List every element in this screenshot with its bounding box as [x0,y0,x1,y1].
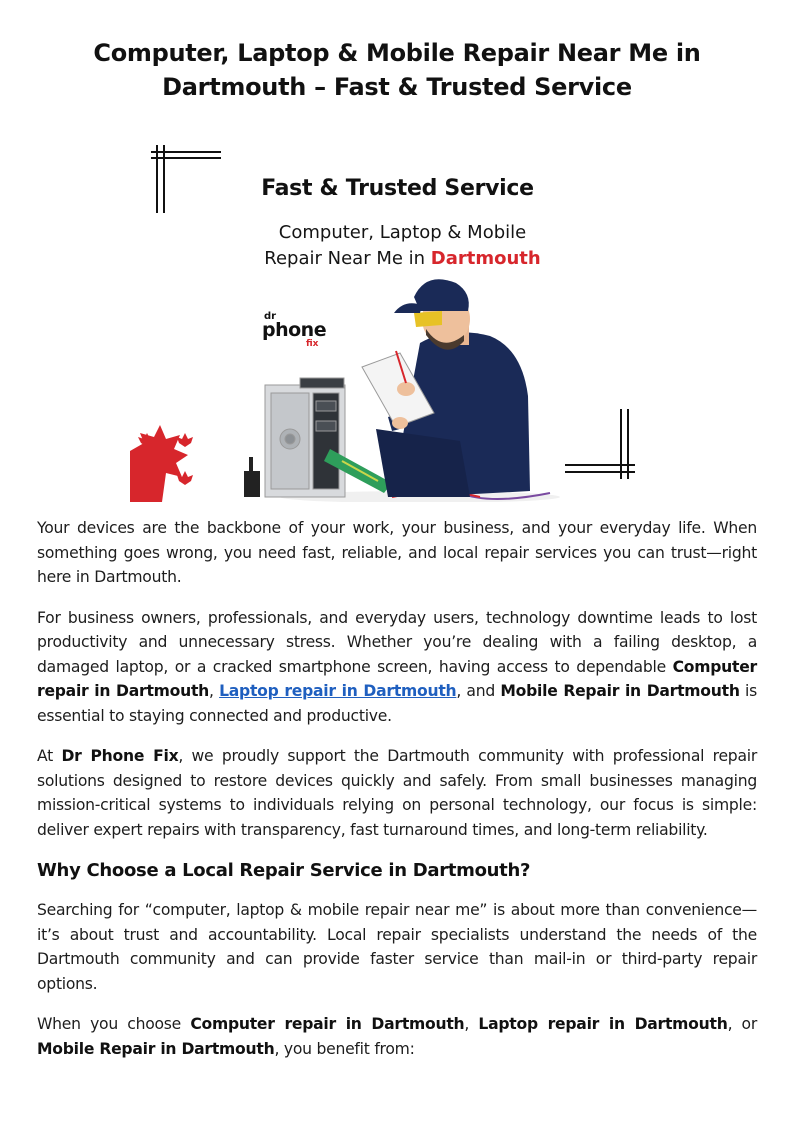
article-body [37,516,757,1077]
page-title: Computer, Laptop & Mobile Repair Near Me in Dartmouth – Fast & Trusted Service [93,39,701,101]
text-segment: , or [727,1015,758,1033]
bold-computer-repair: Computer repair in Dartmouth [190,1015,465,1033]
banner-subtitle-line-1: Computer, Laptop & Mobile [278,222,527,243]
corner-lines-bottom-right [565,409,635,479]
text-segment: For business owners, professionals, and everyday users, technology downtime leads to lost productivity and unnecessary stress. Whether you’re dealing with a failing desktop, a damaged laptop, or a cracked smartphone screen, having access to dependable [37,608,757,676]
maple-leaf-decoration [130,425,193,502]
technician [362,279,530,497]
logo-fix-text: fix [306,339,319,349]
computer-tower [265,378,345,497]
bold-mobile-repair: Mobile Repair in Dartmouth [500,682,740,700]
text-segment: , [209,682,220,700]
multimeter [244,457,260,497]
paragraph-benefits-intro [37,1012,757,1061]
text-segment: , [464,1015,479,1033]
text-segment: , you benefit from: [274,1039,415,1058]
logo-phone-text: phone [262,319,327,341]
logo-dr-text: dr [264,311,277,322]
banner-subtitle-accent: Dartmouth [430,248,541,269]
bold-mobile-repair: Mobile Repair in Dartmouth [37,1039,275,1058]
banner-title: Fast & Trusted Service [261,176,534,201]
banner-subtitle-prefix: Repair Near Me in [264,248,431,269]
paragraph-intro: Your devices are the backbone of your work, your business, and your everyday life. When something goes wrong, you need fast, reliable, and local repair services you can trust—right here in Dartmouth. [37,519,757,586]
hero-banner-image [130,121,665,502]
paragraph-about [37,744,757,842]
text-segment: , we proudly support the Dartmouth community with professional repair solutions designed to restore devices quickly and safely. From small businesses managing mission-critical systems to individuals relying on personal technology, our focus is simple: deliver expert repairs with transparency, fast turnaround times, and long-term reliability. [37,747,758,839]
text-segment: At [37,747,62,765]
bold-computer-repair: Computer repair in Dartmouth [37,657,757,700]
text-segment: When you choose [37,1015,191,1033]
text-segment: is essential to staying connected and productive. [37,682,757,725]
section-heading: Why Choose a Local Repair Service in Dartmouth? [37,860,531,881]
laptop-repair-link[interactable]: Laptop repair in Dartmouth [219,682,457,700]
text-segment: , and [456,682,501,700]
paragraph-downtime [37,606,757,729]
paragraph-local-service: Searching for “computer, laptop & mobile repair near me” is about more than convenience—it’s about trust and accountability. Local repair specialists understand the needs of the Dartmouth community and can provide faster service than mail-in or third-party repair options. [37,901,757,993]
bold-laptop-repair: Laptop repair in Dartmouth [478,1015,728,1033]
bold-brand-name: Dr Phone Fix [61,747,179,765]
banner-subtitle-line-2 [130,248,665,269]
dr-phone-fix-logo [262,311,332,347]
